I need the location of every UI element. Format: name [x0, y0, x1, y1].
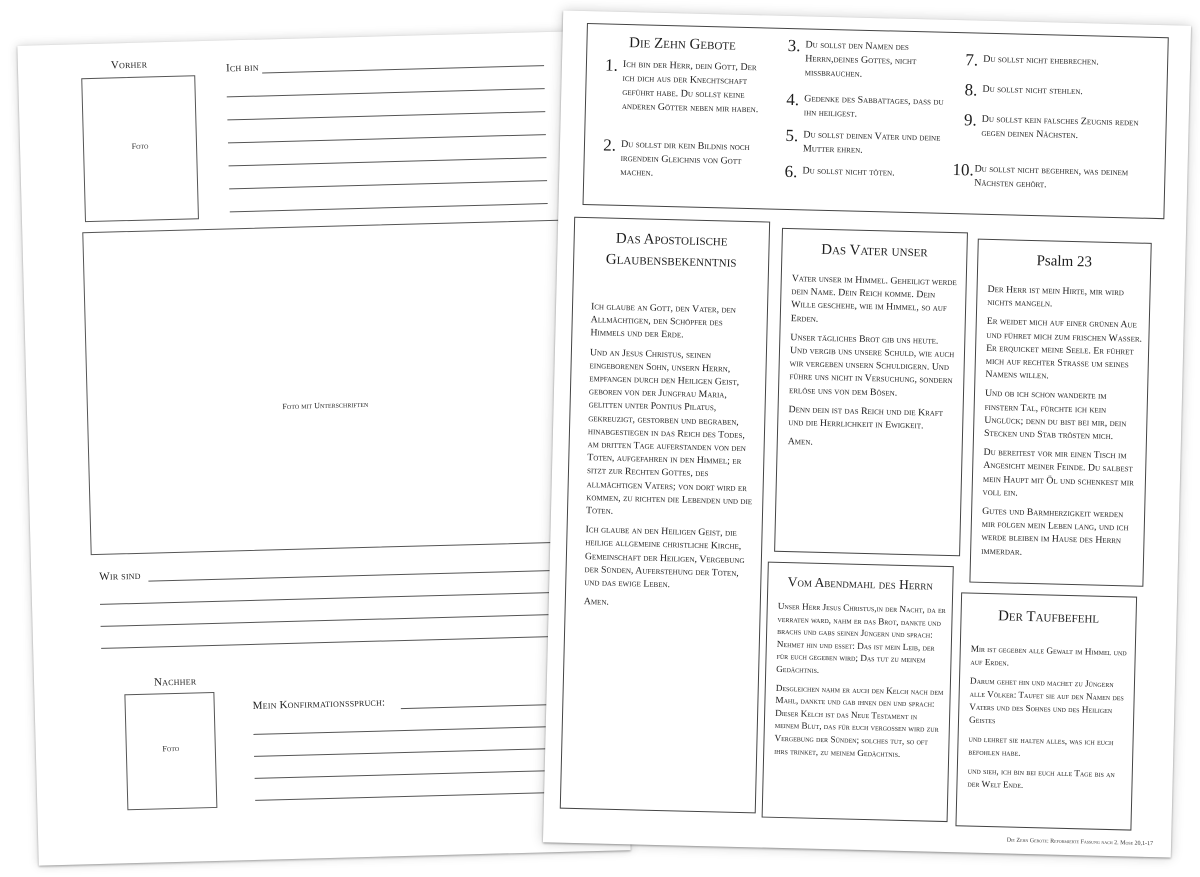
- write-line: [229, 157, 547, 166]
- i-am-label: Ich bin: [225, 61, 259, 75]
- write-line: [100, 592, 559, 605]
- creed-paragraph: Ich glaube an Gott, den Vater, den Allmächtigen, den Schöpfer des Himmels und der Erde.: [590, 301, 737, 341]
- prayer-paragraph: Amen.: [787, 436, 814, 448]
- right-texts-page: [543, 10, 1191, 857]
- lords-prayer-panel: [774, 228, 968, 556]
- commandment-text: Du sollst nicht stehlen.: [982, 83, 1084, 98]
- commandment-item: [959, 111, 1156, 145]
- write-line: [227, 111, 545, 120]
- prayer-paragraph: Vater unser im Himmel. Geheiligt werde dein Name. Dein Reich komme. Dein Wille geschehe, wie im Himmel, so auf Erden.: [790, 273, 957, 325]
- commandment-text: Du sollst kein falsches Zeugnis reden gegen deinen Nächsten.: [981, 113, 1139, 142]
- psalm-title: Psalm 23: [1036, 253, 1093, 271]
- commandment-text: Du sollst nicht ehebrechen.: [983, 53, 1099, 68]
- source-footnote: Die Zehn Gebote: Reformierte Fassung nach 2. Mose 20,1-17: [1006, 837, 1154, 848]
- lords-prayer-title: Das Vater unser: [821, 241, 928, 261]
- commandment-number: 1.: [604, 55, 619, 75]
- lords-prayer-text: [778, 260, 967, 453]
- write-line: [255, 770, 565, 779]
- commandment-number: 4.: [786, 89, 800, 110]
- lords-supper-panel: [762, 562, 954, 822]
- baptism-paragraph: Darum gehet hin und machet zu Jüngern alle Völker: Taufet sie auf den Namen des Vaters und des Sohnes und des Heiligen Geistes: [968, 675, 1124, 726]
- after-photo-box: [124, 692, 217, 810]
- communion-paragraph: Unser Herr Jesus Christus,in der Nacht, da er verraten ward, nahm er das Brot, dankte und brachs und gabs seinen Jüngern und sprach: Nehmet hin und esset: Das ist mein Leib, der für euch gegeben wird; Das tut zu meinem Gedächtnis.: [776, 600, 946, 675]
- we-are-label: Wir sind: [99, 569, 141, 583]
- commandment-item: [783, 37, 946, 84]
- before-photo-box: [81, 75, 199, 222]
- write-line: [229, 180, 547, 189]
- commandment-item: [598, 136, 769, 183]
- i-am-write-line: [262, 65, 544, 73]
- commandment-number: 10.: [952, 160, 974, 180]
- we-are-write-line: [148, 570, 558, 582]
- write-line: [227, 88, 545, 97]
- creed-paragraph: Und an Jesus Christus, seinen eingeborenen Sohn, unsern Herrn, empfangen durch den Heiligen Geist, geboren von der Jungfrau Maria, gelitten unter Pontius Pilatus, gekreuzigt, gestorben und begraben, hinabgestiegen in das Reich des Todes, am dritten Tage auferstanden von den Toten, aufgefahren in den Himmel; er sitzt zur Rechten Gottes, des allmächtigen Vaters; von dort wird er kommen, zu richten die Lebenden und die Toten.: [585, 346, 753, 517]
- creed-title-line1: Das Apostolische: [615, 230, 728, 250]
- creed-paragraph: Ich glaube an den Heiligen Geist, die heilige allgemeine christliche Kirche, Gemeinschaft der Heiligen, Vergebung der Sünden, Auferstehung der Toten, und das ewige Leben.: [584, 524, 745, 591]
- commandment-number: 2.: [603, 135, 617, 155]
- psalm-23-panel: [969, 239, 1151, 587]
- commandment-text: Du sollst nicht töten.: [802, 165, 895, 179]
- communion-title: Vom Abendmahl des Herrn: [787, 574, 934, 593]
- write-line: [101, 614, 560, 627]
- signature-photo-box: [82, 220, 567, 555]
- commandment-text: Ich bin der Herr, dein Gott, Der ich dich aus der Knechtschaft geführt habe. Du sollst keine anderen Götter neben mir haben.: [621, 58, 759, 116]
- write-line: [254, 748, 564, 757]
- write-line: [228, 134, 546, 143]
- write-line: [230, 203, 548, 212]
- baptism-title: Der Taufbefehl: [997, 608, 1100, 627]
- baptism-paragraph: Mir ist gegeben alle Gewalt im Himmel und auf Erden.: [970, 643, 1127, 668]
- commandment-text: Du sollst nicht begehren, was deinem Nächsten gehört.: [974, 163, 1129, 191]
- before-photo-label: Foto: [131, 141, 149, 151]
- communion-text: [764, 592, 952, 762]
- psalm-paragraph: Und ob ich schon wanderte im finstern Tal, fürchte ich kein Unglück; denn du bist bei mir, dein Stecken und Stab trösten mich.: [983, 388, 1127, 443]
- after-photo-label: Foto: [162, 743, 180, 754]
- confirmation-verse-label: Mein Konfirmationsspruch:: [252, 696, 386, 712]
- write-line: [253, 726, 563, 735]
- commandment-item: [780, 163, 942, 185]
- commandment-item: [952, 161, 1155, 195]
- psalm-paragraph: Er weidet mich auf einer grünen Aue und führet mich zum frischen Wasser. Er erquicket meine Seele. Er führet mich auf rechter Strasse um seines Namens willen.: [985, 316, 1143, 382]
- baptism-paragraph: und sieh, ich bin bei euch alle Tage bis an der Welt Ende.: [967, 765, 1115, 790]
- prayer-paragraph: Denn dein ist das Reich und die Kraft und die Herrlichkeit in Ewigkeit.: [788, 403, 944, 432]
- commandment-number: 6.: [784, 161, 798, 182]
- commandment-item: [960, 81, 1156, 104]
- commandment-text: Gedenke des Sabbattages, dass du ihn heiligest.: [803, 93, 944, 120]
- commandment-item: [600, 56, 771, 117]
- psalm-paragraph: Der Herr ist mein Hirte, mir wird nichts mangeln.: [987, 283, 1125, 310]
- prayer-paragraph: Unser tägliches Brot gib uns heute. Und vergib uns unsere Schuld, wie auch wir vergeben unsern Schuldigern. Und führe uns nicht in Versuchung, sondern erlöse uns von dem Bösen.: [788, 331, 955, 399]
- psalm-text: [971, 271, 1150, 562]
- commandment-number: 9.: [963, 110, 977, 130]
- commandment-number: 3.: [787, 35, 801, 56]
- before-label: Vorher: [110, 58, 148, 72]
- write-line: [101, 636, 560, 649]
- communion-paragraph: Desgleichen nahm er auch den Kelch nach dem Mahl, dankte und gab ihnen den und sprach: Dieser Kelch ist das Neue Testament in meinem Blut, das für euch vergossen wird zur Vergebung der Sünden; solches tut, so oft ihrs trinket, zu meinem Gedächtnis.: [774, 682, 944, 759]
- commandment-number: 8.: [964, 80, 978, 100]
- commandment-number: 5.: [785, 125, 799, 146]
- commandment-item: [782, 91, 945, 124]
- psalm-paragraph: Gutes und Barmherzigkeit werden mir folgen mein Leben lang, und ich werde bleiben im Hause des Herrn immerdar.: [981, 505, 1129, 558]
- commandment-number: 7.: [965, 50, 979, 70]
- signature-photo-label: Foto mit Unterschriften: [282, 399, 369, 412]
- after-label: Nachher: [153, 675, 197, 689]
- commandment-item: [781, 127, 944, 160]
- baptism-paragraph: und lehret sie halten alles, was ich euch befohlen habe.: [968, 733, 1114, 758]
- verse-write-line: [401, 704, 563, 709]
- creed-paragraph: Amen.: [583, 596, 610, 609]
- ten-commandments-panel: [583, 23, 1169, 219]
- commandment-text: Du sollst deinen Vater und deine Mutter ehren.: [802, 129, 941, 156]
- creed-text: [566, 270, 768, 613]
- commandment-item: [961, 51, 1157, 74]
- commandment-text: Du sollst dir kein Bildnis noch irgendein Gleichnis von Gott machen.: [620, 138, 750, 179]
- write-line: [255, 792, 565, 801]
- baptism-text: [957, 626, 1135, 794]
- psalm-paragraph: Du bereitest vor mir einen Tisch im Angesicht meiner Feinde. Du salbest mein Haupt mit Öl und schenkest mir voll ein.: [982, 447, 1134, 499]
- apostles-creed-panel: [560, 217, 770, 814]
- commandments-title: Die Zehn Gebote: [628, 35, 737, 54]
- great-commission-panel: [955, 592, 1137, 830]
- creed-title-line2: Glaubensbekenntnis: [605, 251, 737, 271]
- commandment-text: Du sollst den Namen des Herrn,deines Gottes, nicht missbrauchen.: [804, 39, 917, 80]
- left-worksheet-page: [17, 30, 630, 865]
